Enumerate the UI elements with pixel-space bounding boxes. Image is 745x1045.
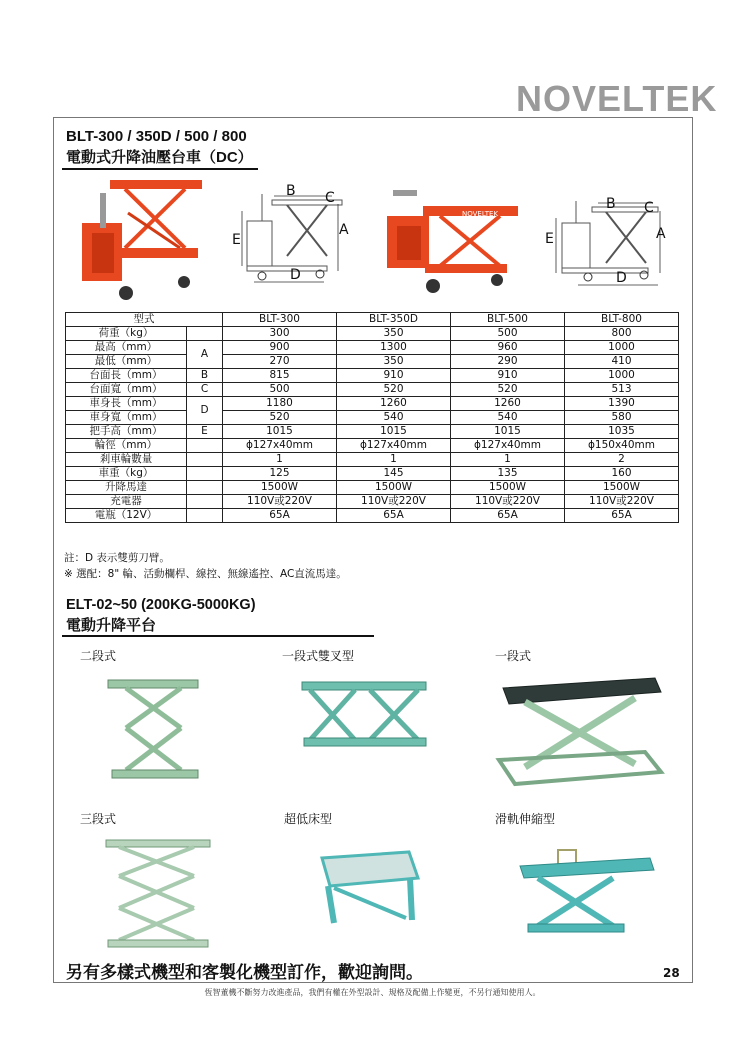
spec-row-ref: C [187,383,223,397]
spec-cell: 290 [451,355,565,369]
platform-label-three-stage: 三段式 [80,812,117,826]
spec-row [66,355,679,369]
spec-row [66,509,679,523]
spec-cell: 960 [451,341,565,355]
spec-header-label: 型式 [66,313,223,327]
spec-row-ref [187,481,223,495]
spec-cell: 350 [337,327,451,341]
spec-cell: 410 [565,355,679,369]
spec-cell: 1 [451,453,565,467]
spec-cell: 1015 [451,425,565,439]
spec-cell: 1015 [337,425,451,439]
spec-row-ref: E [187,425,223,439]
spec-cell: 900 [223,341,337,355]
spec-cell: 65A [565,509,679,523]
spec-cell: 1180 [223,397,337,411]
spec-cell: 1500W [223,481,337,495]
spec-row-label: 升降馬達 [66,481,187,495]
spec-cell: 540 [337,411,451,425]
diagram2-label-c: C [644,200,654,216]
spec-cell: 1260 [337,397,451,411]
spec-cell: 110V或220V [451,495,565,509]
platform-label-two-stage: 二段式 [80,649,117,663]
spec-header-model: BLT-500 [451,313,565,327]
spec-header-model: BLT-800 [565,313,679,327]
spec-cell: 1000 [565,341,679,355]
spec-cell: 520 [337,383,451,397]
spec-row-label: 最低（mm） [66,355,187,369]
platform-photo-sliding [518,848,658,936]
platform-photo-low-profile [314,848,424,933]
spec-cell: 110V或220V [223,495,337,509]
spec-row [66,369,679,383]
spec-cell: 110V或220V [565,495,679,509]
spec-cell: 145 [337,467,451,481]
spec-row-label: 台面寬（mm） [66,383,187,397]
custom-order-slogan: 另有多樣式機型和客製化機型訂作，歡迎詢問。 [66,963,423,983]
spec-header-model: BLT-300 [223,313,337,327]
spec-cell: 125 [223,467,337,481]
spec-cell: 1390 [565,397,679,411]
brand-logo: NOVELTEK [516,78,718,119]
spec-cell: 1 [223,453,337,467]
spec-cell: 520 [451,383,565,397]
platform-label-double-fork: 一段式雙叉型 [282,649,355,663]
spec-row [66,411,679,425]
spec-cell: 513 [565,383,679,397]
spec-row [66,341,679,355]
spec-cell: 350 [337,355,451,369]
spec-row-ref: D [187,397,223,425]
spec-cell: 910 [451,369,565,383]
diagram1-label-a: A [339,222,349,238]
spec-row [66,495,679,509]
spec-row [66,481,679,495]
spec-row [66,327,679,341]
platform-label-sliding: 滑軌伸縮型 [495,812,556,826]
spec-header-model: BLT-350D [337,313,451,327]
spec-row-label: 充電器 [66,495,187,509]
spec-row-label: 電瓶（12V） [66,509,187,523]
spec-cell: 910 [337,369,451,383]
spec-row-label: 車重（kg） [66,467,187,481]
spec-row-label: 車身寬（mm） [66,411,187,425]
spec-cell: ϕ150x40mm [565,439,679,453]
spec-cell: 65A [451,509,565,523]
spec-cell: 1500W [451,481,565,495]
spec-cell: 65A [337,509,451,523]
platform-photo-two-stage [106,678,206,783]
platform-photo-one-stage [495,672,665,794]
spec-row-label: 荷重（kg） [66,327,187,341]
spec-cell: 160 [565,467,679,481]
section2-title: 電動升降平台 [66,617,157,634]
spec-row-label: 台面長（mm） [66,369,187,383]
note-options: ※ 選配：8" 輪、活動欄桿、線控、無線遙控、AC直流馬達。 [64,568,347,580]
spec-cell: 1000 [565,369,679,383]
spec-row-label: 把手高（mm） [66,425,187,439]
diagram2-label-d: D [616,270,627,286]
spec-cell: 1015 [223,425,337,439]
cart-brand-label: NOVELTEK [462,210,499,218]
spec-cell: 2 [565,453,679,467]
spec-cell: ϕ127x40mm [337,439,451,453]
spec-cell: ϕ127x40mm [451,439,565,453]
spec-cell: 135 [451,467,565,481]
note-d-double-arm: 註：D 表示雙剪刀臂。 [64,552,170,564]
product-photo-blt500 [385,186,520,296]
section2-model-line: ELT-02~50 (200KG-5000KG) [66,597,256,613]
spec-row-label: 最高（mm） [66,341,187,355]
spec-row [66,439,679,453]
spec-cell: 1300 [337,341,451,355]
spec-cell: 1 [337,453,451,467]
spec-cell: 270 [223,355,337,369]
section1-title-rule [62,168,258,170]
spec-row-ref: A [187,341,223,369]
spec-cell: 500 [451,327,565,341]
spec-cell: 110V或220V [337,495,451,509]
diagram2-label-e: E [545,231,554,247]
spec-cell: 300 [223,327,337,341]
spec-table [65,312,679,523]
diagram1-label-e: E [232,232,241,248]
spec-row [66,425,679,439]
platform-photo-double-fork [300,680,430,750]
spec-cell: 580 [565,411,679,425]
spec-row-ref: B [187,369,223,383]
spec-cell: 1500W [565,481,679,495]
platform-label-low-profile: 超低床型 [284,812,333,826]
spec-row [66,383,679,397]
spec-cell: 815 [223,369,337,383]
diagram1-label-b: B [286,183,296,199]
spec-cell: ϕ127x40mm [223,439,337,453]
spec-cell: 1035 [565,425,679,439]
section1-model-line: BLT-300 / 350D / 500 / 800 [66,128,247,145]
spec-row-label: 輪徑（mm） [66,439,187,453]
spec-row-ref [187,453,223,467]
spec-row-label: 剎車輪數量 [66,453,187,467]
spec-row-ref [187,467,223,481]
spec-row-label: 車身長（mm） [66,397,187,411]
diagram1-label-d: D [290,267,301,283]
spec-cell: 520 [223,411,337,425]
spec-row-ref [187,327,223,341]
spec-row-ref [187,509,223,523]
platform-label-one-stage: 一段式 [495,649,532,663]
spec-header-row [66,313,679,327]
diagram2-label-a: A [656,226,666,242]
spec-row [66,397,679,411]
spec-cell: 500 [223,383,337,397]
section2-title-rule [62,635,374,637]
spec-cell: 540 [451,411,565,425]
spec-row [66,453,679,467]
spec-cell: 1260 [451,397,565,411]
diagram1-label-c: C [325,190,335,206]
product-photo-blt300 [80,178,205,303]
spec-row-ref [187,439,223,453]
section1-title: 電動式升降油壓台車（DC） [66,149,253,166]
spec-row-ref [187,495,223,509]
spec-cell: 65A [223,509,337,523]
spec-row [66,467,679,481]
platform-photo-three-stage [104,838,214,953]
page-number: 28 [663,966,680,980]
footer-disclaimer: 恆智董機不斷努力改進產品，我們有權在外型設計、規格及配備上作變更，不另行通知使用人。 [204,988,541,997]
spec-cell: 800 [565,327,679,341]
spec-cell: 1500W [337,481,451,495]
diagram2-label-b: B [606,196,616,212]
